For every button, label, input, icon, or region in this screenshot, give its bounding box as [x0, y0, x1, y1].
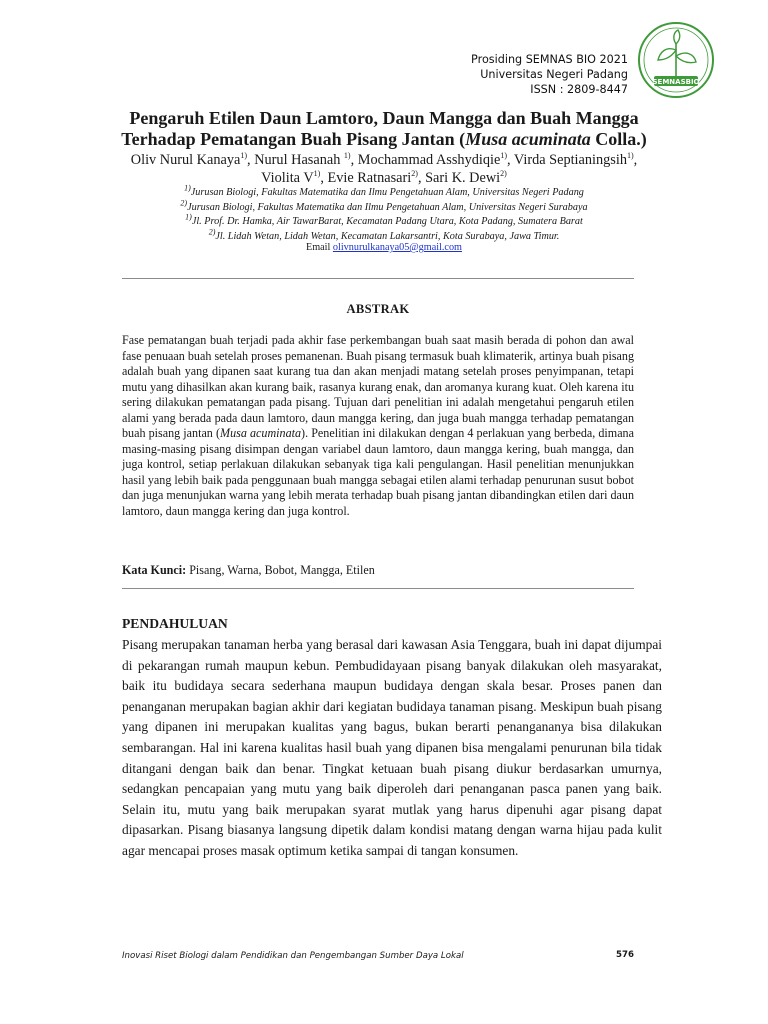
affiliation: $^{1)}$Jurusan Biologi, Fakultas Matematika dan Ilmu Pengetahuan Alam, Universitas Negeri Padang [184, 183, 584, 198]
affiliation: $^{2)}$Jurusan Biologi, Fakultas Matematika dan Ilmu Pengetahuan Alam, Universitas Negeri Surabaya [180, 198, 588, 213]
scientific-name: Musa acuminata [465, 129, 591, 149]
affiliation: $^{1)}$Jl. Prof. Dr. Hamka, Air TawarBarat, Kecamatan Padang Utara, Kota Padang, Sumatera Barat [185, 212, 583, 227]
title-line-2: Terhadap Pematangan Buah Pisang Jantan (Musa acuminata Colla.) [121, 129, 647, 149]
header-line-2: Universitas Negeri Padang [480, 68, 628, 81]
divider-top [122, 278, 634, 279]
footer-text: Inovasi Riset Biologi dalam Pendidikan dan Pengembangan Sumber Daya Lokal [122, 951, 464, 961]
author: Violita V [261, 170, 314, 186]
email-link[interactable]: olivnurulkanaya05@gmail.com [332, 242, 462, 253]
affiliation: $^{2)}$Jl. Lidah Wetan, Lidah Wetan, Kecamatan Lakarsantri, Kota Surabaya, Jawa Timur. [208, 227, 560, 242]
title-line-1: Pengaruh Etilen Daun Lamtoro, Daun Mangga dan Buah Mangga [129, 108, 639, 128]
keywords-text: Pisang, Warna, Bobot, Mangga, Etilen [186, 563, 375, 577]
email-line [60, 242, 708, 253]
header-line-1: Prosiding SEMNAS BIO 2021 [471, 53, 628, 66]
author: Evie Ratnasari [327, 170, 412, 186]
semnasbio-logo-icon [636, 20, 716, 100]
abstract-heading: ABSTRAK [346, 302, 410, 316]
author: Mochammad Asshydiqie [357, 152, 501, 168]
section-paragraph: Pisang merupakan tanaman herba yang berasal dari kawasan Asia Tenggara, buah ini dapat dijumpai di pekarangan rumah maupun kebun. Pembudidayaan pisang banyak dilakukan oleh masyarakat, baik itu budidaya secara sederhana maupun budidaya dengan skala besar. Proses panen dan penanganan merupakan bagian akhir dari kegiatan budidaya tanaman pisang. Meskipun buah pisang yang dipanen ini merupakan kualitas yang bagus, bukan berarti penangananya bisa dilakukan sembarangan. Hal ini karena kualitas hasil buah yang dipanen bisa mengalami penurunan bila tidak ditangani dengan baik dan benar. Tingkat ketuaan buah pisang diukur berdasarkan umurnya, sedangkan pencapaian yang mutu yang baik diperoleh dari penanganan pasca panen yang baik. Selain itu, mutu yang baik merupakan syarat mutlak yang harus dipenuhi agar pisang dapat dipasarkan. Pisang biasanya langsung dipetik dalam kondisi matang dengan warna hijau pada kulit agar mencapai proses masak optimum ketika sampai di tangan konsumen. [122, 637, 662, 858]
page-number: 576 [616, 950, 634, 960]
keywords-label: Kata Kunci: [122, 563, 187, 577]
proceedings-header [328, 52, 628, 97]
email-label: Email [306, 242, 333, 253]
abstract-body: Fase pematangan buah terjadi pada akhir fase perkembangan buah saat masih berada di pohon dan awal fase penuaan buah setelah proses pemanenan. Buah pisang termasuk buah klimaterik, artinya buah pisang adalah buah yang dipanen saat kurang tua dan akan menjadi matang setelah proses penyimpanan, tetapi mutu yang dihasilkan akan kurang baik, rasanya kurang enak, dan aromanya kurang kuat. Oleh karena itu sering dilakukan pematangan pada pisang. Tujuan dari penelitian ini adalah mengetahui pengaruh etilen alami yang berada pada daun lamtoro, daun mangga kering, dan juga buah mangga terhadap pematangan buah pisang jantan (Musa acuminata). Penelitian ini dilakukan dengan 4 perlakuan yang berbeda, dimana masing-masing pisang disimpan dengan variabel daun lamtoro, daun mangga kering, buah mangga, dan juga kontrol, setiap perlakuan dilakukan sebanyak tiga kali pengulangan. Hasil penelitian menunjukkan hasil yang lebih baik pada penggunaan buah mangga sebagai etilen alami terhadap penurunan susut bobot dan juga menunjukan warna yang lebih merata terhadap buah pisang jantan dibandingkan etilen dari daun lamtoro, daun mangga kering dan juga kontrol. [122, 333, 634, 518]
author: Virda Septianingsih [513, 152, 627, 168]
section-heading: PENDAHULUAN [122, 616, 228, 631]
author: Sari K. Dewi [425, 170, 501, 186]
divider-bottom [122, 588, 634, 589]
author: Nurul Hasanah [254, 152, 344, 168]
logo-text: SEMNASBIO [652, 78, 700, 86]
paper-title [60, 108, 708, 150]
author: Oliv Nurul Kanaya [130, 152, 241, 168]
scientific-name: Musa acuminata [220, 426, 302, 440]
author-list: Oliv Nurul Kanaya$^{1)}$, Nurul Hasanah $^{1)}$, Mochammad Asshydiqie$^{1)}$, Virda Septianingsih$^{1)}$, Violita $V^{1)}$, Evie Ratnasari$^{2)}$, Sari K. Dewi$^{2)}$ [130, 151, 638, 186]
keywords [122, 563, 634, 578]
header-line-3: ISSN : 2809-8447 [530, 83, 628, 96]
affiliations [60, 183, 708, 244]
